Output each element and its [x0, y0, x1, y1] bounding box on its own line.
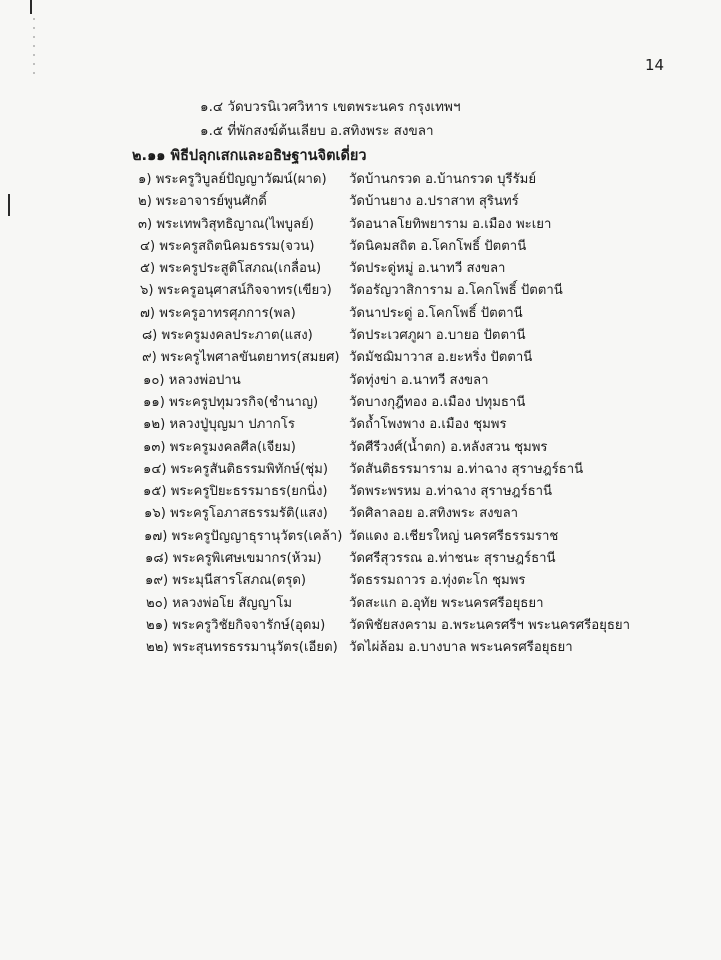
- temple-location: วัดบ้านยาง อ.ปราสาท สุรินทร์: [349, 194, 519, 210]
- temple-location: วัดสะแก อ.อุทัย พระนครศรีอยุธยา: [349, 595, 544, 611]
- list-item: [0, 213, 721, 235]
- list-item: [0, 190, 721, 212]
- monk-name: ๑) พระครูวิบูลย์ปัญญาวัฒน์(ผาด): [138, 172, 327, 187]
- temple-location: วัดพระพรหม อ.ท่าฉาง สุราษฎร์ธานี: [349, 484, 553, 500]
- temple-location: วัดพิชัยสงคราม อ.พระนครศรีฯ พระนครศรีอยุธยา: [349, 617, 631, 633]
- monk-name: ๑๖) พระครูโอภาสธรรมรัติ(แสง): [144, 506, 328, 522]
- temple-location: วัดประเวศภูผา อ.บายอ ปัตตานี: [349, 328, 526, 344]
- list-item: [0, 547, 721, 569]
- list-item: [0, 346, 721, 368]
- list-item: [0, 592, 721, 614]
- scan-noise: [33, 18, 35, 78]
- monk-name: ๑๕) พระครูปิยะธรรมาธร(ยกนิ่ง): [143, 484, 328, 500]
- monk-name: ๑๓) พระครูมงคลศีล(เจียม): [143, 439, 296, 455]
- list-item: [0, 257, 721, 279]
- monk-list: [0, 168, 721, 659]
- list-item: [0, 636, 721, 658]
- list-item: [0, 458, 721, 480]
- temple-location: วัดทุ่งข่า อ.นาทวี สงขลา: [349, 372, 489, 388]
- list-item: [0, 279, 721, 301]
- monk-name: ๖) พระครูอนุศาสน์กิจจาทร(เขียว): [140, 283, 332, 299]
- temple-location: วัดสันติธรรมาราม อ.ท่าฉาง สุราษฎร์ธานี: [349, 461, 584, 477]
- monk-name: ๑๗) พระครูปัญญาธุรานุวัตร(เคล้า): [144, 528, 343, 544]
- list-item: [0, 302, 721, 324]
- list-item: [0, 480, 721, 502]
- temple-location: วัดไผ่ล้อม อ.บางบาล พระนครศรีอยุธยา: [349, 640, 573, 656]
- temple-location: วัดอนาลโยทิพยาราม อ.เมือง พะเยา: [349, 216, 552, 232]
- list-item: [0, 614, 721, 636]
- temple-location: วัดธรรมถาวร อ.ทุ่งตะโก ชุมพร: [349, 573, 526, 589]
- list-item: [0, 436, 721, 458]
- temple-location: วัดถ้ำโพงพาง อ.เมือง ชุมพร: [349, 417, 507, 433]
- monk-name: ๗) พระครูอาทรศุภการ(พล): [140, 305, 296, 321]
- monk-name: ๒) พระอาจารย์พูนศักดิ์: [138, 194, 267, 210]
- monk-name: ๒๒) พระสุนทรธรรมานุวัตร(เอียด): [146, 640, 338, 656]
- list-item: [0, 235, 721, 257]
- monk-name: ๑๑) พระครูปทุมวรกิจ(ชำนาญ): [143, 394, 319, 410]
- temple-location: วัดประดู่หมู่ อ.นาทวี สงขลา: [349, 261, 506, 277]
- monk-name: ๕) พระครูประสูติโสภณ(เกลื่อน): [140, 261, 322, 277]
- monk-name: ๔) พระครูสถิตนิคมธรรม(จวน): [140, 238, 315, 254]
- temple-location: วัดนิคมสถิต อ.โคกโพธิ์ ปัตตานี: [349, 238, 527, 254]
- temple-location: วัดศิลาลอย อ.สทิงพระ สงขลา: [349, 506, 519, 522]
- temple-location: วัดนาประดู่ อ.โคกโพธิ์ ปัตตานี: [349, 305, 523, 321]
- sub-item: ๑.๔ วัดบวรนิเวศวิหาร เขตพระนคร กรุงเทพฯ: [200, 99, 461, 115]
- page-number: 14: [645, 56, 665, 74]
- temple-location: วัดศีรีวงศ์(น้ำตก) อ.หลังสวน ชุมพร: [349, 439, 548, 455]
- monk-name: ๘) พระครูมงคลประภาต(แสง): [142, 328, 313, 344]
- temple-location: วัดบ้านกรวด อ.บ้านกรวด บุรีรัมย์: [349, 172, 537, 187]
- monk-name: ๑๙) พระมุนีสารโสภณ(ตรุด): [145, 573, 307, 589]
- section-heading: ๒.๑๑ พิธีปลุกเสกและอธิษฐานจิตเดี่ยว: [132, 148, 367, 164]
- scan-edge-mark: [30, 0, 32, 14]
- temple-location: วัดมัชฌิมาวาส อ.ยะหริ่ง ปัตตานี: [349, 350, 533, 366]
- monk-name: ๑๔) พระครูสันติธรรมพิทักษ์(ชุ่ม): [143, 461, 328, 477]
- monk-name: ๒๑) พระครูวิชัยกิจจารักษ์(อุดม): [146, 617, 326, 633]
- temple-location: วัดอรัญวาสิการาม อ.โคกโพธิ์ ปัตตานี: [349, 283, 563, 299]
- list-item: [0, 324, 721, 346]
- temple-location: วัดแดง อ.เชียรใหญ่ นครศรีธรรมราช: [349, 528, 559, 544]
- monk-name: ๑๒) หลวงปู่บุญมา ปภากโร: [143, 417, 295, 433]
- list-item: [0, 413, 721, 435]
- list-item: [0, 569, 721, 591]
- list-item: [0, 168, 721, 190]
- monk-name: ๓) พระเทพวิสุทธิญาณ(ไพบูลย์): [138, 216, 314, 232]
- monk-name: ๙) พระครูไพศาลขันตยาทร(สมยศ): [142, 350, 340, 366]
- temple-location: วัดบางกุฎีทอง อ.เมือง ปทุมธานี: [349, 394, 526, 410]
- list-item: [0, 502, 721, 524]
- monk-name: ๒๐) หลวงพ่อโย สัญญาโม: [146, 595, 293, 611]
- monk-name: ๑๘) พระครูพิเศษเขมากร(ห้วม): [145, 551, 322, 567]
- sub-item: ๑.๕ ที่พักสงฆ์ต้นเลียบ อ.สทิงพระ สงขลา: [200, 123, 434, 139]
- monk-name: ๑๐) หลวงพ่อปาน: [143, 372, 241, 388]
- list-item: [0, 391, 721, 413]
- temple-location: วัดศรีสุวรรณ อ.ท่าชนะ สุราษฎร์ธานี: [349, 551, 556, 567]
- list-item: [0, 525, 721, 547]
- list-item: [0, 369, 721, 391]
